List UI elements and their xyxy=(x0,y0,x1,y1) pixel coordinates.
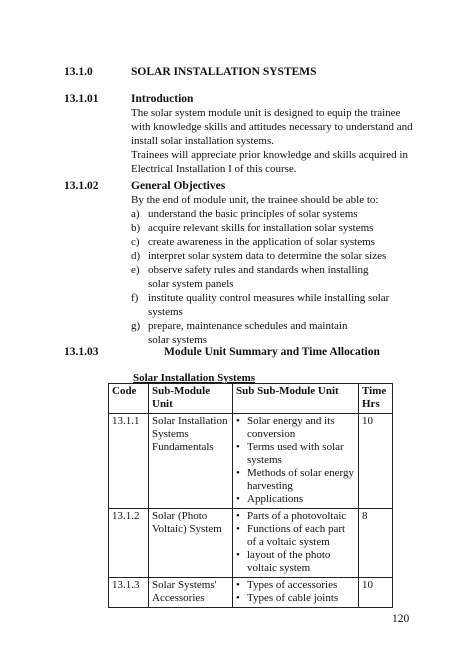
bullet-icon: • xyxy=(236,467,240,479)
bullet-icon: • xyxy=(236,523,240,535)
cell-sub-sub-module xyxy=(233,509,359,578)
list-item: • Parts of a photovoltaic xyxy=(236,510,347,522)
section-title-main: SOLAR INSTALLATION SYSTEMS xyxy=(131,66,317,78)
cell-time: 10 xyxy=(359,578,393,608)
list-item: • Applications xyxy=(236,493,304,505)
bullet-list xyxy=(236,510,355,575)
bullet-list xyxy=(236,579,355,605)
section-number-main: 13.1.0 xyxy=(64,66,93,78)
intro-paragraph-1: The solar system module unit is designed to equip the trainee with knowledge skills and attitudes necessary to understand and install solar installation systems. xyxy=(131,107,413,147)
bullet-icon: • xyxy=(236,415,240,427)
cell-time: 8 xyxy=(359,509,393,578)
list-item: f) institute quality control measures while installing solar systems xyxy=(131,292,390,318)
objectives-lead: By the end of module unit, the trainee should be able to: xyxy=(131,194,379,206)
list-item: • Types of accessories xyxy=(236,579,338,591)
cell-code: 13.1.3 xyxy=(109,578,149,608)
intro-paragraph-2: Trainees will appreciate prior knowledge and skills acquired in Electrical Installation I of this course. xyxy=(131,149,408,175)
bullet-icon: • xyxy=(236,549,240,561)
bullet-icon: • xyxy=(236,579,240,591)
header-sub-module: Sub-Module Unit xyxy=(149,384,233,414)
bullet-icon: • xyxy=(236,510,240,522)
bullet-list xyxy=(236,415,355,506)
list-item: g) prepare, maintenance schedules and maintain solar systems xyxy=(131,320,348,346)
cell-sub-module: Solar Installation Systems Fundamentals xyxy=(149,414,233,509)
section-title-summary: Module Unit Summary and Time Allocation xyxy=(164,346,380,358)
list-item: c) create awareness in the application of solar systems xyxy=(131,236,375,248)
list-item: • layout of the photo voltaic system xyxy=(236,549,331,574)
cell-sub-sub-module xyxy=(233,414,359,509)
table-row xyxy=(109,578,393,608)
cell-sub-sub-module xyxy=(233,578,359,608)
section-number-intro: 13.1.01 xyxy=(64,93,99,105)
table-header-row xyxy=(109,384,393,414)
cell-sub-module: Solar (Photo Voltaic) System xyxy=(149,509,233,578)
bullet-icon: • xyxy=(236,493,240,505)
section-number-summary: 13.1.03 xyxy=(64,346,99,358)
header-sub-sub-module: Sub Sub-Module Unit xyxy=(233,384,359,414)
header-time: Time Hrs xyxy=(359,384,393,414)
intro-text xyxy=(131,106,421,176)
section-number-objectives: 13.1.02 xyxy=(64,180,99,192)
section-title-intro: Introduction xyxy=(131,93,194,105)
list-item: • Functions of each part of a voltaic system xyxy=(236,523,346,548)
list-item: • Methods of solar energy harvesting xyxy=(236,467,355,492)
objectives-list xyxy=(131,207,421,347)
list-item: d) interpret solar system data to determine the solar sizes xyxy=(131,250,387,262)
list-item: a) understand the basic principles of solar systems xyxy=(131,208,358,220)
table-row xyxy=(109,414,393,509)
header-code: Code xyxy=(109,384,149,414)
list-item: • Solar energy and its conversion xyxy=(236,415,335,440)
list-item: b) acquire relevant skills for installation solar systems xyxy=(131,222,374,234)
bullet-icon: • xyxy=(236,592,240,604)
section-title-objectives: General Objectives xyxy=(131,180,226,192)
page-number: 120 xyxy=(392,613,410,625)
cell-code: 13.1.2 xyxy=(109,509,149,578)
cell-time: 10 xyxy=(359,414,393,509)
bullet-icon: • xyxy=(236,441,240,453)
list-item: • Types of cable joints xyxy=(236,592,339,604)
table-row xyxy=(109,509,393,578)
list-item: • Terms used with solar systems xyxy=(236,441,344,466)
table-caption: Solar Installation Systems xyxy=(133,372,256,384)
cell-sub-module: Solar Systems' Accessories xyxy=(149,578,233,608)
cell-code: 13.1.1 xyxy=(109,414,149,509)
list-item: e) observe safety rules and standards when installing solar system panels xyxy=(131,264,369,290)
summary-table xyxy=(108,383,393,608)
